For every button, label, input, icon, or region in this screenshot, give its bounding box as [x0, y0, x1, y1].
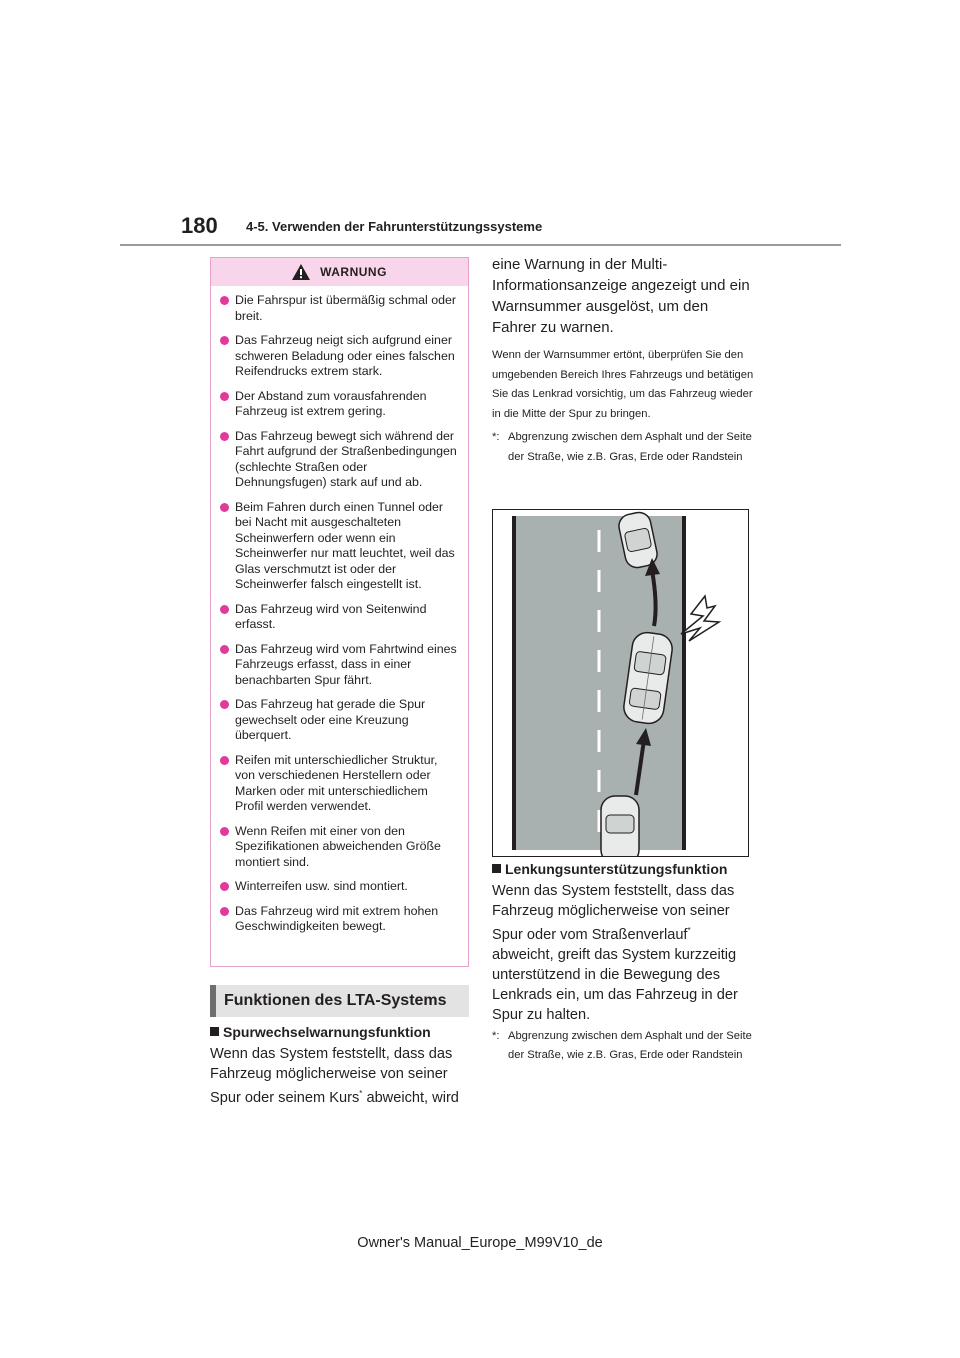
- lane-departure-text: Wenn das System feststellt, dass das Fahrzeug möglicherweise von seiner Spur oder seinem Kurs* abweicht, wird: [210, 1046, 459, 1106]
- warning-item: Das Fahrzeug hat gerade die Spur gewechselt oder eine Kreuzung überquert.: [220, 697, 458, 744]
- steering-assist-section: [492, 861, 754, 1066]
- warning-title: WARNUNG: [320, 265, 387, 279]
- page-number: 180: [181, 213, 218, 238]
- footnote: [492, 1027, 754, 1066]
- footnote: [492, 428, 754, 467]
- header-divider: [120, 244, 841, 246]
- footnote-mark: *:: [492, 431, 500, 443]
- road-illustration: [493, 510, 748, 856]
- lane-departure-diagram: [492, 509, 749, 857]
- bullet-icon: [220, 392, 229, 401]
- warning-item: Das Fahrzeug wird mit extrem hohen Geschwindigkeiten bewegt.: [220, 904, 458, 935]
- steering-assist-text: Wenn das System feststellt, dass das Fahrzeug möglicherweise von seiner Spur oder vom Straßenverlauf* abweicht, greift das System kurzzeitig unterstützend in die Bewegung des Lenkrads ein, um das Fahrzeug in der Spur zu halten.: [492, 883, 738, 1023]
- warning-item: Das Fahrzeug neigt sich aufgrund einer schweren Beladung oder eines falschen Reifendrucks extrem stark.: [220, 333, 458, 380]
- bullet-icon: [220, 645, 229, 654]
- warning-item: Winterreifen usw. sind montiert.: [220, 879, 458, 895]
- bullet-icon: [220, 700, 229, 709]
- buzzer-note: Wenn der Warnsummer ertönt, überprüfen Sie den umgebenden Bereich Ihres Fahrzeugs und betätigen Sie das Lenkrad vorsichtig, um das Fahrzeug wieder in die Mitte der Spur zu bringen.: [492, 349, 754, 420]
- warning-continuation: eine Warnung in der Multi-Informationsanzeige angezeigt und ein Warnsummer ausgelöst, um den Fahrer zu warnen.: [492, 256, 750, 336]
- footnote-mark: *:: [492, 1029, 500, 1042]
- warning-item: Beim Fahren durch einen Tunnel oder bei Nacht mit ausgeschalteten Scheinwerfern oder wenn ein Scheinwerfer nur matt leuchtet, weil das Glas verschmutzt ist oder der Scheinwerfer falsch eingestellt ist.: [220, 500, 458, 593]
- footer: Owner's Manual_Europe_M99V10_de: [357, 1235, 603, 1251]
- warning-triangle-icon: [292, 264, 310, 280]
- lta-section-heading: Funktionen des LTA-Systems: [210, 985, 469, 1017]
- warning-box: [210, 257, 469, 967]
- square-bullet-icon: [210, 1027, 219, 1036]
- warning-lightning-icon: [681, 596, 719, 641]
- bullet-icon: [220, 503, 229, 512]
- bullet-icon: [220, 605, 229, 614]
- footnote-text: Abgrenzung zwischen dem Asphalt und der Seite der Straße, wie z.B. Gras, Erde oder Randstein: [508, 431, 752, 463]
- lane-departure-section: [210, 1024, 470, 1108]
- square-bullet-icon: [492, 864, 501, 873]
- bullet-icon: [220, 907, 229, 916]
- warning-item: Das Fahrzeug wird vom Fahrtwind eines Fahrzeugs erfasst, dass in einer benachbarten Spur fährt.: [220, 642, 458, 689]
- steering-assist-title: Lenkungsunterstützungsfunktion: [492, 861, 754, 877]
- warning-item: Wenn Reifen mit einer von den Spezifikationen abweichenden Größe montiert sind.: [220, 824, 458, 871]
- bullet-icon: [220, 336, 229, 345]
- bullet-icon: [220, 882, 229, 891]
- bullet-icon: [220, 756, 229, 765]
- bullet-icon: [220, 432, 229, 441]
- footnote-text: Abgrenzung zwischen dem Asphalt und der Seite der Straße, wie z.B. Gras, Erde oder Randstein: [508, 1029, 752, 1062]
- warning-header: [211, 258, 468, 286]
- warning-item: Das Fahrzeug bewegt sich während der Fahrt aufgrund der Straßenbedingungen (schlechte Straßen oder Dehnungsfugen) stark auf und ab.: [220, 429, 458, 491]
- bullet-icon: [220, 827, 229, 836]
- warning-item: Die Fahrspur ist übermäßig schmal oder breit.: [220, 293, 458, 324]
- bullet-icon: [220, 296, 229, 305]
- section-title: 4-5. Verwenden der Fahrunterstützungssysteme: [246, 219, 543, 234]
- warning-item: Der Abstand zum vorausfahrenden Fahrzeug ist extrem gering.: [220, 389, 458, 420]
- warning-item: Das Fahrzeug wird von Seitenwind erfasst.: [220, 602, 458, 633]
- car-bottom-icon: [601, 796, 639, 856]
- warning-list: [211, 286, 468, 935]
- warning-item: Reifen mit unterschiedlicher Struktur, von verschiedenen Herstellern oder Marken oder mit unterschiedlichem Profil werden verwendet.: [220, 753, 458, 815]
- lane-departure-continued: [492, 254, 754, 467]
- lane-departure-title: Spurwechselwarnungsfunktion: [210, 1024, 470, 1040]
